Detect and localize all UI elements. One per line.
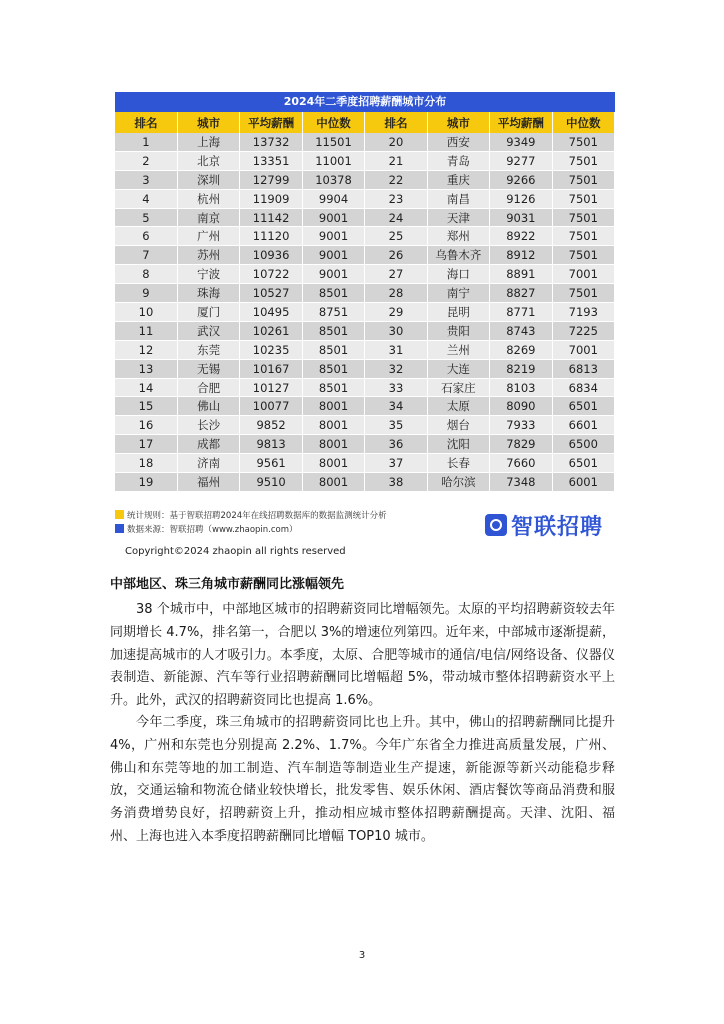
cell-rank: 2 xyxy=(115,151,177,170)
cell-city: 广州 xyxy=(177,227,239,246)
cell-rank: 32 xyxy=(365,359,427,378)
cell-median: 7501 xyxy=(552,208,614,227)
cell-avg-salary: 8922 xyxy=(490,227,552,246)
cell-rank: 36 xyxy=(365,435,427,454)
cell-rank: 33 xyxy=(365,378,427,397)
cell-rank: 22 xyxy=(365,170,427,189)
cell-median: 9001 xyxy=(302,227,364,246)
table-row xyxy=(115,454,615,473)
cell-rank: 37 xyxy=(365,454,427,473)
cell-city: 厦门 xyxy=(177,303,239,322)
cell-rank: 7 xyxy=(115,246,177,265)
table-row xyxy=(115,378,615,397)
col-header-city: 城市 xyxy=(177,112,239,133)
cell-rank: 15 xyxy=(115,397,177,416)
cell-median: 6834 xyxy=(552,378,614,397)
cell-median: 8001 xyxy=(302,397,364,416)
cell-avg-salary: 9561 xyxy=(240,454,302,473)
cell-rank: 6 xyxy=(115,227,177,246)
cell-median: 8001 xyxy=(302,473,364,492)
cell-median: 6813 xyxy=(552,359,614,378)
cell-avg-salary: 10127 xyxy=(240,378,302,397)
cell-avg-salary: 9277 xyxy=(490,151,552,170)
cell-city: 西安 xyxy=(427,133,489,151)
cell-avg-salary: 10722 xyxy=(240,265,302,284)
cell-avg-salary: 8827 xyxy=(490,284,552,303)
cell-rank: 17 xyxy=(115,435,177,454)
logo-icon xyxy=(485,514,507,536)
cell-rank: 29 xyxy=(365,303,427,322)
cell-median: 8751 xyxy=(302,303,364,322)
salary-figure xyxy=(115,92,615,557)
cell-median: 11501 xyxy=(302,133,364,151)
cell-avg-salary: 10495 xyxy=(240,303,302,322)
paragraph-2: 今年二季度，珠三角城市的招聘薪资同比也上升。其中，佛山的招聘薪酬同比提升4%，广州和东莞也分别提高 2.2%、1.7%。今年广东省全力推进高质量发展，广州、佛山和东莞等地的加工制造、汽车制造等制造业生产提速，新能源等新兴动能稳步释放，交通运输和物流仓储业较快增长，批发零售、娱乐休闲、酒店餐饮等商品消费和服务消费增势良好，招聘薪资上升，推动相应城市整体招聘薪酬提高。天津、沈阳、福州、上海也进入本季度招聘薪酬同比增幅 TOP10 城市。 xyxy=(110,715,615,844)
cell-avg-salary: 8912 xyxy=(490,246,552,265)
cell-city: 长春 xyxy=(427,454,489,473)
note-source-text: 数据来源：智联招聘（www.zhaopin.com） xyxy=(127,524,298,535)
cell-rank: 18 xyxy=(115,454,177,473)
cell-rank: 31 xyxy=(365,340,427,359)
cell-city: 深圳 xyxy=(177,170,239,189)
cell-avg-salary: 13351 xyxy=(240,151,302,170)
cell-median: 6501 xyxy=(552,397,614,416)
cell-rank: 23 xyxy=(365,189,427,208)
cell-city: 乌鲁木齐 xyxy=(427,246,489,265)
cell-rank: 26 xyxy=(365,246,427,265)
cell-city: 南京 xyxy=(177,208,239,227)
cell-city: 长沙 xyxy=(177,416,239,435)
cell-median: 7501 xyxy=(552,133,614,151)
table-row xyxy=(115,227,615,246)
table-row xyxy=(115,416,615,435)
cell-median: 8501 xyxy=(302,378,364,397)
cell-city: 济南 xyxy=(177,454,239,473)
cell-city: 石家庄 xyxy=(427,378,489,397)
cell-avg-salary: 8103 xyxy=(490,378,552,397)
cell-city: 昆明 xyxy=(427,303,489,322)
section-heading: 中部地区、珠三角城市薪酬同比涨幅领先 xyxy=(110,577,345,592)
cell-median: 7193 xyxy=(552,303,614,322)
col-header-city: 城市 xyxy=(427,112,489,133)
cell-avg-salary: 10077 xyxy=(240,397,302,416)
cell-city: 青岛 xyxy=(427,151,489,170)
cell-city: 武汉 xyxy=(177,321,239,340)
cell-rank: 14 xyxy=(115,378,177,397)
table-row xyxy=(115,265,615,284)
cell-median: 7501 xyxy=(552,170,614,189)
cell-median: 6501 xyxy=(552,454,614,473)
cell-rank: 5 xyxy=(115,208,177,227)
table-row xyxy=(115,133,615,151)
cell-avg-salary: 11120 xyxy=(240,227,302,246)
cell-rank: 4 xyxy=(115,189,177,208)
cell-rank: 21 xyxy=(365,151,427,170)
cell-rank: 9 xyxy=(115,284,177,303)
cell-median: 8001 xyxy=(302,435,364,454)
cell-median: 8001 xyxy=(302,416,364,435)
cell-city: 贵阳 xyxy=(427,321,489,340)
table-row xyxy=(115,170,615,189)
cell-avg-salary: 10936 xyxy=(240,246,302,265)
cell-rank: 38 xyxy=(365,473,427,492)
cell-city: 烟台 xyxy=(427,416,489,435)
cell-rank: 11 xyxy=(115,321,177,340)
cell-avg-salary: 12799 xyxy=(240,170,302,189)
cell-rank: 20 xyxy=(365,133,427,151)
cell-median: 6001 xyxy=(552,473,614,492)
zhaopin-logo xyxy=(485,510,603,541)
cell-avg-salary: 11142 xyxy=(240,208,302,227)
cell-city: 东莞 xyxy=(177,340,239,359)
cell-avg-salary: 7348 xyxy=(490,473,552,492)
cell-avg-salary: 10235 xyxy=(240,340,302,359)
figure-notes xyxy=(115,508,615,538)
table-row xyxy=(115,189,615,208)
col-header-median: 中位数 xyxy=(302,112,364,133)
cell-avg-salary: 8219 xyxy=(490,359,552,378)
cell-rank: 28 xyxy=(365,284,427,303)
col-header-median: 中位数 xyxy=(552,112,614,133)
cell-median: 9001 xyxy=(302,246,364,265)
cell-avg-salary: 9031 xyxy=(490,208,552,227)
cell-median: 11001 xyxy=(302,151,364,170)
col-header-rank: 排名 xyxy=(115,112,177,133)
cell-city: 合肥 xyxy=(177,378,239,397)
cell-rank: 19 xyxy=(115,473,177,492)
table-row xyxy=(115,151,615,170)
cell-median: 9001 xyxy=(302,265,364,284)
cell-city: 兰州 xyxy=(427,340,489,359)
brand-name: 智联招聘 xyxy=(510,514,603,540)
cell-city: 海口 xyxy=(427,265,489,284)
cell-rank: 30 xyxy=(365,321,427,340)
cell-city: 佛山 xyxy=(177,397,239,416)
cell-city: 苏州 xyxy=(177,246,239,265)
cell-median: 8501 xyxy=(302,284,364,303)
cell-city: 重庆 xyxy=(427,170,489,189)
cell-city: 珠海 xyxy=(177,284,239,303)
table-row xyxy=(115,303,615,322)
cell-median: 7001 xyxy=(552,340,614,359)
table-row xyxy=(115,340,615,359)
salary-table xyxy=(115,112,615,492)
cell-rank: 34 xyxy=(365,397,427,416)
cell-rank: 24 xyxy=(365,208,427,227)
cell-median: 7225 xyxy=(552,321,614,340)
cell-city: 太原 xyxy=(427,397,489,416)
cell-city: 南昌 xyxy=(427,189,489,208)
cell-city: 福州 xyxy=(177,473,239,492)
cell-city: 大连 xyxy=(427,359,489,378)
cell-avg-salary: 10167 xyxy=(240,359,302,378)
cell-city: 宁波 xyxy=(177,265,239,284)
cell-median: 7501 xyxy=(552,284,614,303)
cell-avg-salary: 9852 xyxy=(240,416,302,435)
table-row xyxy=(115,246,615,265)
cell-avg-salary: 13732 xyxy=(240,133,302,151)
cell-rank: 25 xyxy=(365,227,427,246)
table-row xyxy=(115,435,615,454)
cell-city: 天津 xyxy=(427,208,489,227)
cell-median: 8501 xyxy=(302,321,364,340)
cell-avg-salary: 10527 xyxy=(240,284,302,303)
cell-median: 7501 xyxy=(552,189,614,208)
note-rule-text: 统计规则：基于智联招聘2024年在线招聘数据库的数据监测统计分析 xyxy=(127,510,387,521)
cell-median: 9001 xyxy=(302,208,364,227)
col-header-avg-salary: 平均薪酬 xyxy=(490,112,552,133)
cell-median: 8501 xyxy=(302,359,364,378)
cell-rank: 3 xyxy=(115,170,177,189)
cell-median: 9904 xyxy=(302,189,364,208)
cell-median: 8501 xyxy=(302,340,364,359)
cell-avg-salary: 9126 xyxy=(490,189,552,208)
cell-avg-salary: 8771 xyxy=(490,303,552,322)
cell-median: 7501 xyxy=(552,151,614,170)
cell-avg-salary: 9266 xyxy=(490,170,552,189)
cell-median: 6601 xyxy=(552,416,614,435)
cell-median: 6500 xyxy=(552,435,614,454)
cell-median: 7501 xyxy=(552,227,614,246)
cell-avg-salary: 8891 xyxy=(490,265,552,284)
cell-avg-salary: 8743 xyxy=(490,321,552,340)
table-body xyxy=(115,133,615,491)
cell-rank: 10 xyxy=(115,303,177,322)
table-row xyxy=(115,397,615,416)
cell-city: 成都 xyxy=(177,435,239,454)
blue-square-icon xyxy=(115,524,124,533)
cell-median: 7001 xyxy=(552,265,614,284)
col-header-avg-salary: 平均薪酬 xyxy=(240,112,302,133)
table-row xyxy=(115,284,615,303)
table-row xyxy=(115,208,615,227)
cell-city: 哈尔滨 xyxy=(427,473,489,492)
cell-rank: 12 xyxy=(115,340,177,359)
cell-avg-salary: 8090 xyxy=(490,397,552,416)
cell-city: 郑州 xyxy=(427,227,489,246)
cell-city: 沈阳 xyxy=(427,435,489,454)
copyright: Copyright©2024 zhaopin all rights reserved xyxy=(125,545,346,557)
yellow-square-icon xyxy=(115,510,124,519)
cell-rank: 13 xyxy=(115,359,177,378)
cell-rank: 8 xyxy=(115,265,177,284)
cell-city: 南宁 xyxy=(427,284,489,303)
cell-rank: 27 xyxy=(365,265,427,284)
cell-city: 杭州 xyxy=(177,189,239,208)
page-number: 3 xyxy=(358,950,366,961)
table-title: 2024年二季度招聘薪酬城市分布 xyxy=(115,92,615,112)
cell-city: 上海 xyxy=(177,133,239,151)
table-row xyxy=(115,473,615,492)
cell-avg-salary: 7829 xyxy=(490,435,552,454)
cell-avg-salary: 10261 xyxy=(240,321,302,340)
table-header-row xyxy=(115,112,615,133)
cell-median: 7501 xyxy=(552,246,614,265)
cell-median: 10378 xyxy=(302,170,364,189)
cell-avg-salary: 8269 xyxy=(490,340,552,359)
table-row xyxy=(115,321,615,340)
cell-avg-salary: 7933 xyxy=(490,416,552,435)
cell-avg-salary: 9349 xyxy=(490,133,552,151)
cell-city: 无锡 xyxy=(177,359,239,378)
cell-avg-salary: 11909 xyxy=(240,189,302,208)
cell-rank: 35 xyxy=(365,416,427,435)
cell-median: 8001 xyxy=(302,454,364,473)
cell-rank: 1 xyxy=(115,133,177,151)
cell-rank: 16 xyxy=(115,416,177,435)
cell-avg-salary: 9510 xyxy=(240,473,302,492)
cell-avg-salary: 7660 xyxy=(490,454,552,473)
paragraph-1: 38 个城市中，中部地区城市的招聘薪资同比增幅领先。太原的平均招聘薪资较去年同期增长 4.7%，排名第一，合肥以 3%的增速位列第四。近年来，中部城市逐渐提薪，加速提高城市的人才吸引力。本季度，太原、合肥等城市的通信/电信/网络设备、仪器仪表制造、新能源、汽车等行业招聘薪酬同比增幅超 5%，带动城市整体招聘薪资水平上升。此外，武汉的招聘薪资同比也提高 1.6%。 xyxy=(110,602,615,709)
table-row xyxy=(115,359,615,378)
cell-city: 北京 xyxy=(177,151,239,170)
col-header-rank: 排名 xyxy=(365,112,427,133)
cell-avg-salary: 9813 xyxy=(240,435,302,454)
